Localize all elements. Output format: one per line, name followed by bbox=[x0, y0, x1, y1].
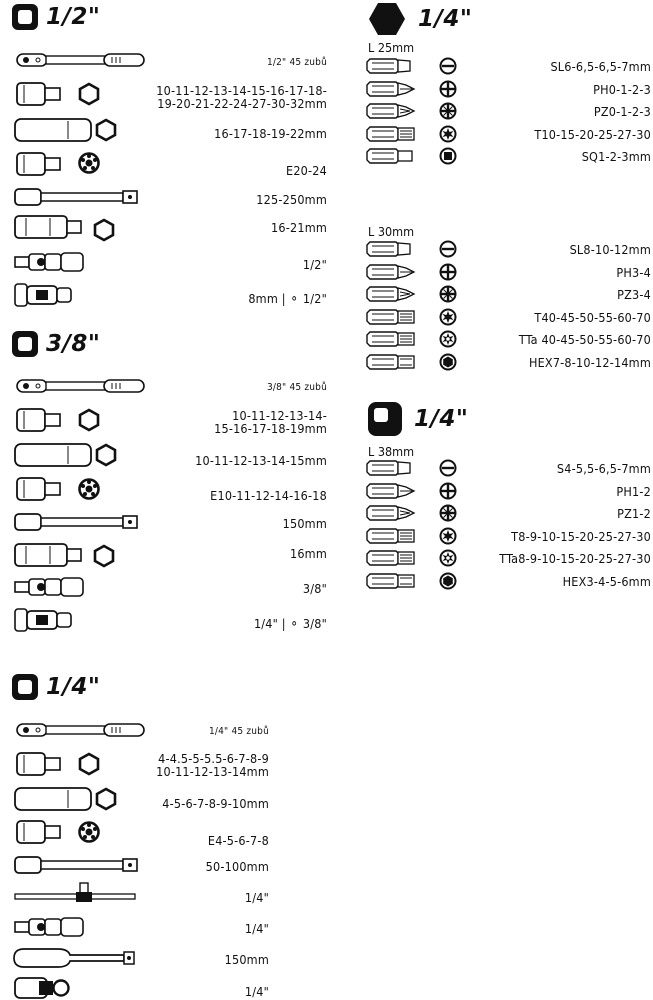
torx-profile-icon bbox=[78, 152, 100, 174]
bit-sizes: PZ1-2 bbox=[617, 506, 651, 521]
extension-bar-icon bbox=[14, 512, 139, 532]
torx-bit-icon bbox=[366, 125, 426, 143]
t-handle-size: 1/4" bbox=[244, 890, 269, 905]
ratchet-label: 1/4" 45 zubů bbox=[208, 726, 269, 737]
torx-socket-icon bbox=[16, 152, 61, 176]
deep-socket-icon bbox=[14, 786, 94, 812]
deep-socket-sizes: 10-11-12-13-14-15mm bbox=[195, 453, 327, 468]
tta-bit-icon bbox=[366, 330, 426, 348]
t-handle-icon bbox=[14, 881, 139, 905]
sq-bit-icon bbox=[366, 147, 426, 165]
bit-length-label: L 30mm bbox=[368, 224, 415, 239]
bit-sizes: PH0-1-2-3 bbox=[593, 81, 651, 97]
deep-socket-icon bbox=[14, 442, 94, 468]
hex-profile-icon bbox=[78, 753, 100, 775]
hex-drive-icon bbox=[368, 0, 406, 38]
torx-profile-icon bbox=[439, 527, 457, 545]
bit-length-label: L 25mm bbox=[368, 40, 415, 55]
socket-sizes-line2: 19-20-21-22-24-27-30-32mm bbox=[157, 96, 327, 111]
socket-sizes-line2: 10-11-12-13-14mm bbox=[156, 764, 269, 779]
adapter-icon bbox=[14, 282, 74, 308]
pz-bit-icon bbox=[366, 504, 426, 522]
section-title: 1/4" bbox=[418, 6, 473, 32]
bit-sizes: T10-15-20-25-27-30 bbox=[534, 126, 651, 142]
hex-bit-icon bbox=[366, 572, 426, 590]
bit-sizes: SL8-10-12mm bbox=[569, 242, 651, 257]
slot-profile-icon bbox=[439, 57, 457, 75]
spark-plug-sizes: 16-21mm bbox=[271, 220, 327, 235]
spark-plug-size: 16mm bbox=[289, 546, 327, 561]
torx-socket-sizes: E4-5-6-7-8 bbox=[207, 833, 269, 848]
hex-profile-icon bbox=[439, 572, 457, 590]
torx-profile-icon bbox=[439, 125, 457, 143]
ratchet-icon bbox=[16, 378, 146, 394]
socket-icon bbox=[16, 408, 61, 432]
square-drive-icon bbox=[12, 674, 38, 700]
section-title: 1/4" bbox=[414, 406, 469, 432]
hex-profile-icon bbox=[439, 353, 457, 371]
ratchet-label: 3/8" 45 zubů bbox=[266, 382, 327, 393]
bit-sizes: T40-45-50-55-60-70 bbox=[534, 309, 651, 325]
hex-profile-icon bbox=[95, 788, 117, 810]
pz-bit-icon bbox=[366, 102, 426, 120]
extension-length: 150mm bbox=[282, 516, 327, 531]
section-header-quarter bbox=[12, 674, 100, 700]
pz-profile-icon bbox=[439, 102, 457, 120]
bit-sizes: TTa 40-45-50-55-60-70 bbox=[518, 332, 651, 347]
universal-joint-size: 3/8" bbox=[302, 581, 327, 596]
spark-plug-socket-icon bbox=[14, 542, 84, 568]
torx-profile-icon bbox=[78, 821, 100, 843]
square-drive-icon bbox=[368, 402, 402, 436]
extension-lengths: 125-250mm bbox=[256, 192, 327, 207]
bit-sizes: PZ3-4 bbox=[617, 287, 651, 302]
deep-socket-icon bbox=[14, 117, 94, 143]
section-header-bits-square bbox=[368, 402, 468, 436]
adapter-icon bbox=[14, 607, 74, 633]
bit-sizes: T8-9-10-15-20-25-27-30 bbox=[511, 528, 651, 544]
deep-socket-sizes: 4-5-6-7-8-9-10mm bbox=[162, 796, 269, 811]
section-header-half bbox=[12, 4, 100, 30]
extension-lengths: 50-100mm bbox=[205, 859, 269, 874]
torx-socket-icon bbox=[16, 820, 61, 844]
adapter-size: 1/4" | ⚬ 3/8" bbox=[253, 616, 327, 631]
section-title: 3/8" bbox=[46, 331, 101, 357]
torx-bit-icon bbox=[366, 308, 426, 326]
slot-profile-icon bbox=[439, 459, 457, 477]
universal-joint-size: 1/4" bbox=[244, 921, 269, 936]
deep-socket-sizes: 16-17-18-19-22mm bbox=[214, 126, 327, 141]
socket-sizes-line1: 4-4.5-5-5.5-6-7-8-9 bbox=[158, 751, 269, 766]
universal-joint-icon bbox=[14, 576, 86, 598]
hex-profile-icon bbox=[95, 119, 117, 141]
section-title: 1/4" bbox=[46, 674, 101, 700]
bit-sizes: S4-5,5-6,5-7mm bbox=[556, 461, 651, 476]
socket-icon bbox=[16, 82, 61, 106]
slot-bit-icon bbox=[366, 240, 426, 258]
screwdriver-handle-icon bbox=[12, 947, 137, 969]
slot-bit-icon bbox=[366, 57, 426, 75]
hex-profile-icon bbox=[93, 219, 115, 241]
pz-profile-icon bbox=[439, 285, 457, 303]
tta-profile-icon bbox=[439, 330, 457, 348]
square-drive-icon bbox=[12, 4, 38, 30]
bit-sizes: HEX7-8-10-12-14mm bbox=[528, 354, 651, 370]
ratchet-icon bbox=[16, 722, 146, 738]
bit-length-label: L 38mm bbox=[368, 444, 415, 459]
bit-sizes: PZ0-1-2-3 bbox=[593, 104, 651, 119]
ph-bit-icon bbox=[366, 482, 426, 500]
universal-joint-icon bbox=[14, 916, 86, 938]
bit-adapter-size: 1/4" bbox=[244, 984, 269, 999]
pz-profile-icon bbox=[439, 504, 457, 522]
bit-sizes: PH1-2 bbox=[616, 483, 651, 499]
ph-profile-icon bbox=[439, 482, 457, 500]
ph-bit-icon bbox=[366, 263, 426, 281]
torx-bit-icon bbox=[366, 527, 426, 545]
extension-bar-icon bbox=[14, 855, 139, 875]
torx-socket-sizes: E20-24 bbox=[286, 163, 327, 178]
section-header-threeeighths bbox=[12, 331, 100, 357]
ph-profile-icon bbox=[439, 263, 457, 281]
ratchet-label: 1/2" 45 zubů bbox=[266, 57, 327, 68]
slot-bit-icon bbox=[366, 459, 426, 477]
socket-icon bbox=[16, 752, 61, 776]
hex-profile-icon bbox=[78, 409, 100, 431]
bit-sizes: PH3-4 bbox=[616, 264, 651, 280]
socket-sizes-line2: 15-16-17-18-19mm bbox=[214, 421, 327, 436]
square-drive-icon bbox=[12, 331, 38, 357]
spark-plug-socket-icon bbox=[14, 214, 84, 240]
ph-profile-icon bbox=[439, 80, 457, 98]
torx-profile-icon bbox=[439, 308, 457, 326]
sq-profile-icon bbox=[439, 147, 457, 165]
tta-profile-icon bbox=[439, 549, 457, 567]
bit-sizes: HEX3-4-5-6mm bbox=[562, 573, 651, 589]
adapter-size: 8mm | ⚬ 1/2" bbox=[248, 291, 327, 306]
extension-bar-icon bbox=[14, 187, 139, 207]
section-title: 1/2" bbox=[46, 4, 101, 30]
torx-socket-sizes: E10-11-12-14-16-18 bbox=[210, 488, 327, 503]
hex-profile-icon bbox=[78, 83, 100, 105]
tta-bit-icon bbox=[366, 549, 426, 567]
pz-bit-icon bbox=[366, 285, 426, 303]
universal-joint-icon bbox=[14, 251, 86, 273]
socket-sizes-line1: 10-11-12-13-14-15-16-17-18- bbox=[156, 83, 327, 98]
section-header-bits-hex bbox=[368, 0, 472, 38]
screwdriver-handle-length: 150mm bbox=[224, 952, 269, 967]
ratchet-icon bbox=[16, 52, 146, 68]
hex-profile-icon bbox=[93, 545, 115, 567]
bit-sizes: TTa8-9-10-15-20-25-27-30 bbox=[499, 551, 651, 566]
hex-bit-icon bbox=[366, 353, 426, 371]
hex-profile-icon bbox=[95, 444, 117, 466]
slot-profile-icon bbox=[439, 240, 457, 258]
bit-sizes: SQ1-2-3mm bbox=[581, 149, 651, 164]
ph-bit-icon bbox=[366, 80, 426, 98]
torx-profile-icon bbox=[78, 478, 100, 500]
socket-sizes-line1: 10-11-12-13-14- bbox=[232, 408, 327, 423]
circle-profile-icon bbox=[52, 979, 70, 997]
universal-joint-size: 1/2" bbox=[302, 257, 327, 272]
bit-sizes: SL6-6,5-6,5-7mm bbox=[550, 59, 651, 74]
torx-socket-icon bbox=[16, 477, 61, 501]
